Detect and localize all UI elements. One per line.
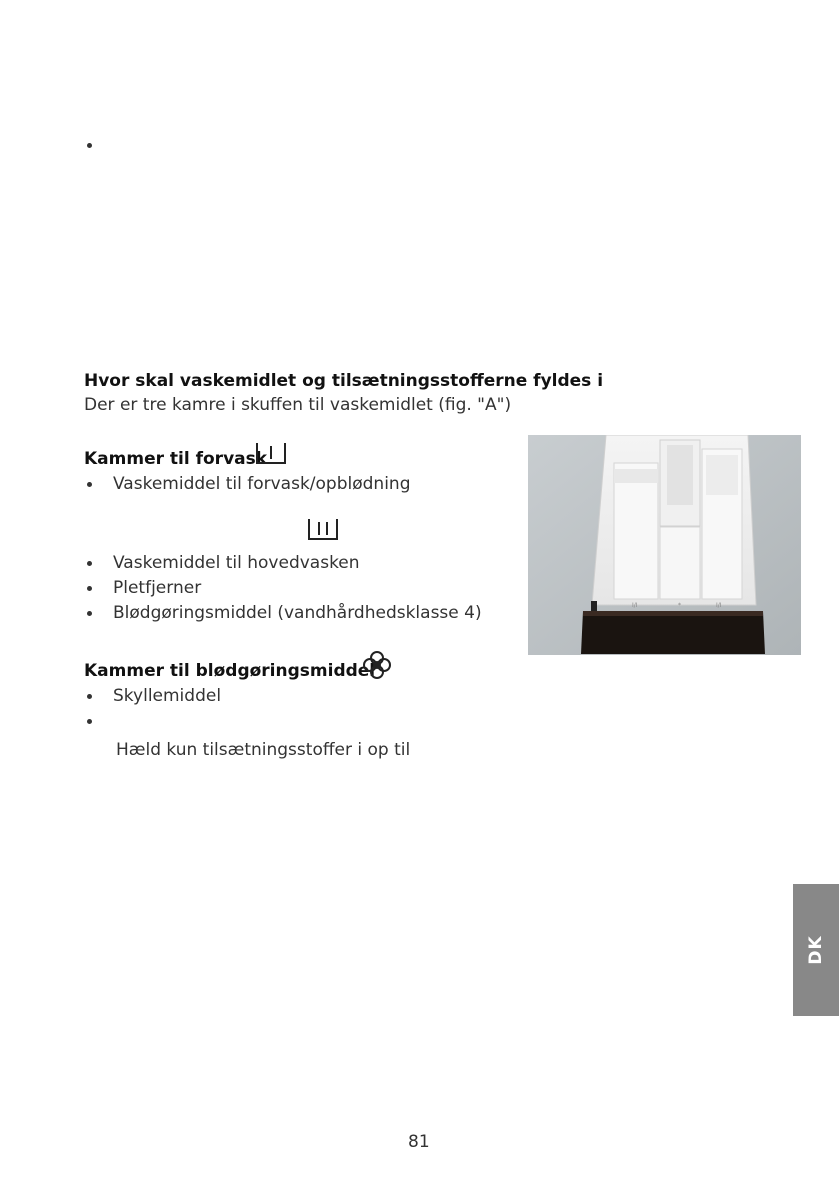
language-tab-label: DK [806, 935, 826, 965]
list-item: Pletfjerner [113, 578, 202, 598]
list-item: Skyllemiddel [113, 686, 222, 706]
svg-text:*: * [678, 602, 681, 609]
softener-heading: Kammer til blødgøringsmiddel [84, 661, 376, 681]
svg-text:I/I: I/I [632, 602, 638, 609]
page-number: 81 [408, 1132, 430, 1152]
bullet-dot [87, 143, 92, 148]
bullet-dot [87, 694, 92, 699]
section-intro: Der er tre kamre i skuffen til vaskemidlet (fig. "A") [84, 395, 512, 415]
list-item: Blødgøringsmiddel (vandhårdhedsklasse 4) [113, 603, 482, 623]
bullet-dot [87, 561, 92, 566]
svg-text:I/I: I/I [716, 602, 722, 609]
compartment-II-icon [307, 517, 339, 541]
list-item: Vaskemiddel til forvask/opblødning [113, 474, 411, 494]
detergent-drawer-image [528, 435, 801, 655]
language-tab [793, 884, 839, 1016]
list-item: Vaskemiddel til hovedvasken [113, 553, 360, 573]
bullet-dot [87, 611, 92, 616]
section-heading: Hvor skal vaskemidlet og tilsætningsstofferne fyldes i [84, 371, 604, 391]
flower-icon [362, 650, 392, 680]
bullet-dot [87, 719, 92, 724]
bullet-dot [87, 482, 92, 487]
bullet-dot [87, 586, 92, 591]
compartment-I-icon [255, 441, 287, 465]
prewash-heading: Kammer til forvask [84, 449, 268, 469]
softener-note: Hæld kun tilsætningsstoffer i op til [116, 740, 411, 760]
